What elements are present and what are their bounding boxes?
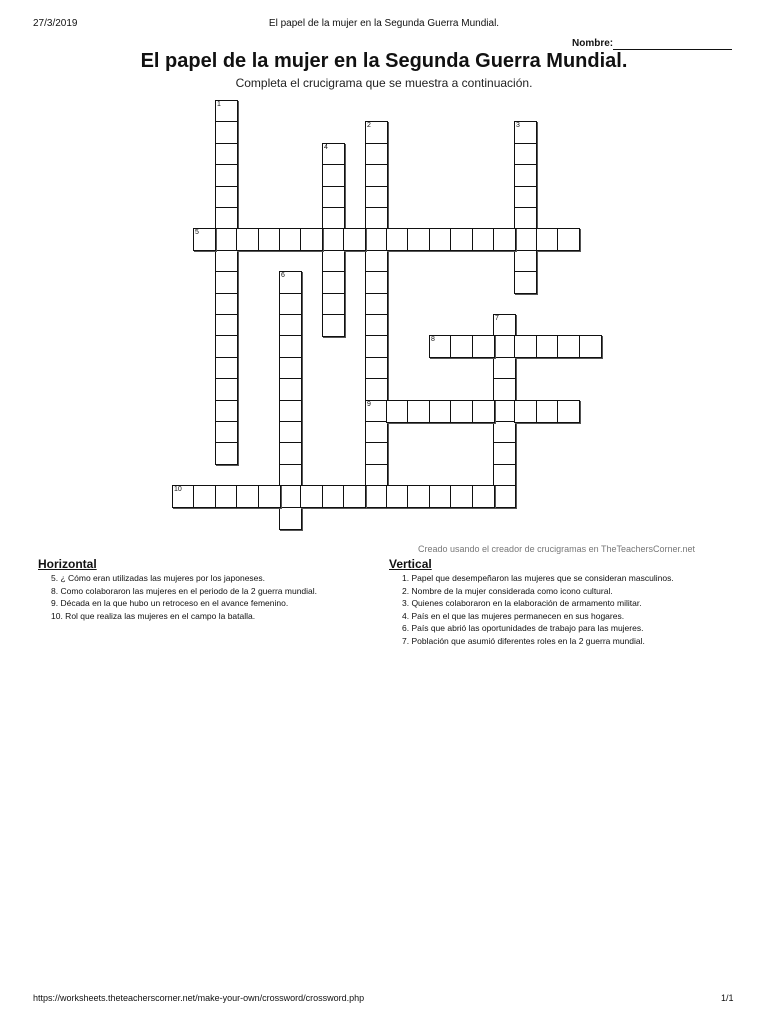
crossword-cell[interactable]	[514, 207, 537, 230]
crossword-cell[interactable]	[493, 335, 516, 358]
crossword-cell[interactable]	[472, 335, 495, 358]
clue-down-4: 4. País en el que las mujeres permanecen en sus hogares.	[402, 610, 625, 621]
crossword-cell[interactable]	[215, 485, 238, 508]
horizontal-heading: Horizontal	[38, 557, 97, 571]
crossword-cell[interactable]	[215, 400, 238, 423]
crossword-cell[interactable]	[365, 186, 388, 209]
crossword-cell[interactable]	[215, 164, 238, 187]
crossword-cell[interactable]	[279, 335, 302, 358]
crossword-cell[interactable]	[279, 485, 302, 508]
crossword-cell[interactable]	[215, 186, 238, 209]
crossword-cell[interactable]	[279, 421, 302, 444]
crossword-cell[interactable]	[215, 121, 238, 144]
footer-url: https://worksheets.theteacherscorner.net/make-your-own/crossword/crossword.php	[33, 993, 365, 1003]
crossword-cell[interactable]	[429, 228, 452, 251]
crossword-cell[interactable]	[472, 485, 495, 508]
crossword-cell[interactable]	[215, 421, 238, 444]
crossword-cell[interactable]	[493, 314, 516, 337]
crossword-cell[interactable]	[429, 400, 452, 423]
crossword-cell[interactable]	[215, 357, 238, 380]
crossword-cell[interactable]	[365, 421, 388, 444]
crossword-cell[interactable]	[343, 485, 366, 508]
clue-number: 8	[431, 336, 435, 343]
crossword-cell[interactable]	[215, 271, 238, 294]
crossword-cell[interactable]	[493, 357, 516, 380]
crossword-cell[interactable]	[365, 442, 388, 465]
crossword-cell[interactable]	[322, 228, 345, 251]
crossword-cell[interactable]	[365, 228, 388, 251]
clue-number: 5	[195, 229, 199, 236]
crossword-cell[interactable]	[322, 186, 345, 209]
crossword-cell[interactable]	[493, 228, 516, 251]
clue-down-6: 6. País que abrió las oportunidades de trabajo para las mujeres.	[402, 623, 644, 633]
crossword-cell[interactable]	[514, 335, 537, 358]
clue-down-7: 7. Población que asumió diferentes roles en la 2 guerra mundial.	[402, 635, 645, 646]
name-label: Nombre:	[572, 38, 614, 49]
crossword-cell[interactable]	[365, 207, 388, 230]
crossword-cell[interactable]	[322, 250, 345, 273]
crossword-cell[interactable]	[429, 335, 452, 358]
vertical-heading: Vertical	[389, 557, 432, 571]
clue-number: 10	[174, 486, 182, 493]
crossword-cell[interactable]	[215, 228, 238, 251]
crossword-cell[interactable]	[407, 485, 430, 508]
clue-down-3: 3. Quienes colaboraron en la elaboración de armamento militar.	[402, 598, 642, 608]
crossword-cell[interactable]	[450, 228, 473, 251]
crossword-cell[interactable]	[215, 250, 238, 273]
header-date: 27/3/2019	[33, 18, 78, 29]
clue-number: 7	[495, 315, 499, 322]
horizontal-clue-list	[51, 572, 317, 622]
crossword-cell[interactable]	[536, 335, 559, 358]
crossword-cell[interactable]	[365, 271, 388, 294]
crossword-cell[interactable]	[493, 421, 516, 444]
footer-page-number: 1/1	[721, 993, 734, 1003]
crossword-cell[interactable]	[322, 314, 345, 337]
crossword-cell[interactable]	[300, 228, 323, 251]
crossword-cell[interactable]	[193, 228, 216, 251]
crossword-cell[interactable]	[386, 485, 409, 508]
crossword-cell[interactable]	[493, 400, 516, 423]
clue-number: 1	[217, 101, 221, 108]
crossword-cell[interactable]	[279, 271, 302, 294]
crossword-cell[interactable]	[429, 485, 452, 508]
crossword-cell[interactable]	[279, 228, 302, 251]
crossword-cell[interactable]	[258, 228, 281, 251]
crossword-cell[interactable]	[215, 293, 238, 316]
clue-number: 6	[281, 272, 285, 279]
crossword-cell[interactable]	[365, 143, 388, 166]
clue-number: 9	[367, 401, 371, 408]
crossword-cell[interactable]	[493, 442, 516, 465]
clue-across-10: 10. Rol que realiza las mujeres en el campo la batalla.	[51, 610, 256, 621]
page-subtitle: Completa el crucigrama que se muestra a continuación.	[235, 76, 533, 90]
crossword-cell[interactable]	[322, 485, 345, 508]
crossword-cell[interactable]	[365, 400, 388, 423]
crossword-cell[interactable]	[514, 250, 537, 273]
page-title: El papel de la mujer en la Segunda Guerra Mundial.	[140, 50, 628, 72]
crossword-cell[interactable]	[514, 400, 537, 423]
crossword-cell[interactable]	[450, 400, 473, 423]
crossword-cell[interactable]	[472, 228, 495, 251]
crossword-cell[interactable]	[322, 271, 345, 294]
crossword-cell[interactable]	[279, 464, 302, 487]
crossword-cell[interactable]	[514, 143, 537, 166]
crossword-cell[interactable]	[514, 228, 537, 251]
crossword-cell[interactable]	[279, 314, 302, 337]
crossword-cell[interactable]	[472, 400, 495, 423]
crossword-cell[interactable]	[407, 228, 430, 251]
crossword-cell[interactable]	[407, 400, 430, 423]
crossword-cell[interactable]	[322, 293, 345, 316]
clue-number: 2	[367, 122, 371, 129]
crossword-cell[interactable]	[343, 228, 366, 251]
crossword-cell[interactable]	[279, 400, 302, 423]
crossword-cell[interactable]	[215, 314, 238, 337]
crossword-cell[interactable]	[322, 207, 345, 230]
clue-number: 4	[324, 144, 328, 151]
crossword-cell[interactable]	[493, 485, 516, 508]
crossword-cell[interactable]	[258, 485, 281, 508]
clue-across-5: 5. ¿ Cómo eran utilizadas las mujeres por los japoneses.	[51, 573, 266, 583]
clue-across-9: 9. Década en la que hubo un retroceso en el avance femenino.	[51, 598, 289, 608]
crossword-cell[interactable]	[215, 100, 238, 123]
clue-down-2: 2. Nombre de la mujer considerada como icono cultural.	[402, 585, 613, 596]
crossword-cell[interactable]	[365, 335, 388, 358]
crossword-cell[interactable]	[279, 507, 302, 530]
clue-down-1: 1. Papel que desempeñaron las mujeres que se consideran masculinos.	[402, 573, 674, 583]
crossword-cell[interactable]	[386, 228, 409, 251]
crossword-cell[interactable]	[493, 378, 516, 401]
crossword-cell[interactable]	[365, 250, 388, 273]
crossword-cell[interactable]	[322, 143, 345, 166]
crossword-cell[interactable]	[557, 335, 580, 358]
header-doc-title: El papel de la mujer en la Segunda Guerra Mundial.	[268, 18, 500, 29]
credit-text: Creado usando el creador de crucigramas en TheTeachersCorner.net	[418, 544, 695, 554]
crossword-cell[interactable]	[279, 378, 302, 401]
crossword-cell[interactable]	[215, 378, 238, 401]
crossword-cell[interactable]	[365, 293, 388, 316]
clue-number: 3	[516, 122, 520, 129]
crossword-cell[interactable]	[365, 314, 388, 337]
crossword-cell[interactable]	[450, 485, 473, 508]
clue-across-8: 8. Como colaboraron las mujeres en el periodo de la 2 guerra mundial.	[51, 585, 318, 596]
crossword-cell[interactable]	[236, 228, 259, 251]
crossword-cell[interactable]	[215, 335, 238, 358]
crossword-cell[interactable]	[365, 164, 388, 187]
crossword-cell[interactable]	[365, 378, 388, 401]
crossword-cell[interactable]	[514, 186, 537, 209]
crossword-cell[interactable]	[514, 164, 537, 187]
crossword-cell[interactable]	[322, 164, 345, 187]
crossword-cell[interactable]	[365, 121, 388, 144]
crossword-cell[interactable]	[493, 464, 516, 487]
crossword-cell[interactable]	[365, 485, 388, 508]
crossword-cell[interactable]	[215, 143, 238, 166]
crossword-cell[interactable]	[514, 121, 537, 144]
crossword-cell[interactable]	[172, 485, 195, 508]
crossword-cell[interactable]	[193, 485, 216, 508]
crossword-cell[interactable]	[579, 335, 602, 358]
crossword-cell[interactable]	[279, 357, 302, 380]
crossword-cell[interactable]	[279, 293, 302, 316]
crossword-cell[interactable]	[365, 464, 388, 487]
crossword-cell[interactable]	[365, 357, 388, 380]
crossword-cell[interactable]	[386, 400, 409, 423]
crossword-cell[interactable]	[215, 207, 238, 230]
vertical-clue-list	[402, 572, 674, 647]
crossword-cell[interactable]	[536, 228, 559, 251]
crossword-cell[interactable]	[450, 335, 473, 358]
crossword-cell[interactable]	[514, 271, 537, 294]
crossword-cell[interactable]	[236, 485, 259, 508]
crossword-cell[interactable]	[557, 400, 580, 423]
crossword-cell[interactable]	[215, 442, 238, 465]
crossword-cell[interactable]	[536, 400, 559, 423]
crossword-cell[interactable]	[279, 442, 302, 465]
crossword-cell[interactable]	[300, 485, 323, 508]
crossword-cell[interactable]	[557, 228, 580, 251]
